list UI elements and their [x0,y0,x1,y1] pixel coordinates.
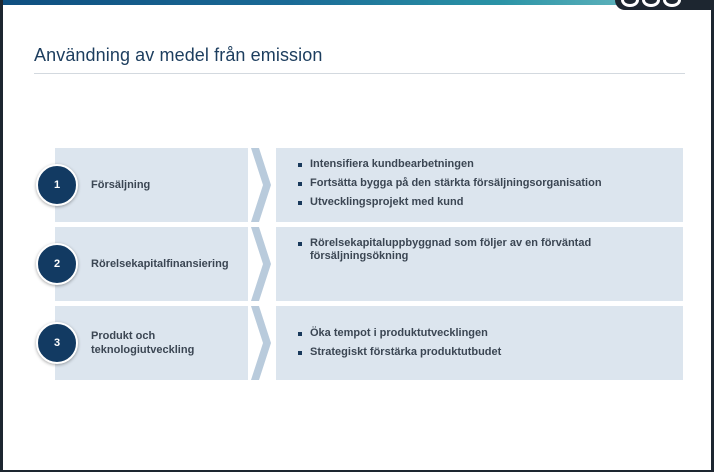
step-number-badge: 2 [36,243,78,285]
step-number-badge: 3 [36,322,78,364]
row-label: Försäljning [91,179,151,191]
bullet-list [298,237,628,269]
bullet-item: Fortsätta bygga på den stärkta försäljningsorganisation [298,177,678,190]
logo-ring-icon [663,0,681,7]
top-accent-bar [3,0,711,5]
bullet-item: Utvecklingsprojekt med kund [298,196,678,209]
logo-ring-icon [642,0,660,7]
row-label: Produkt och teknologiutveckling [91,330,195,356]
title-divider [34,73,685,74]
chevron-right-icon [249,148,271,222]
row-label: Rörelsekapitalfinansiering [91,258,229,270]
row-rorelsekapitalfinansiering [3,227,711,301]
logo-ring-icon [621,0,639,7]
bullet-item: Öka tempot i produktutvecklingen [298,327,678,340]
bullet-list [298,327,678,365]
slide-title: Användning av medel från emission [34,45,323,65]
chevron-right-icon [249,306,271,380]
bullet-item: Rörelsekapitaluppbyggnad som följer av en förväntad försäljningsökning [298,237,628,263]
chevron-right-icon [249,227,271,301]
logo-mark [615,0,711,10]
step-number-badge: 1 [36,164,78,206]
bullet-item: Intensifiera kundbearbetningen [298,158,678,171]
row-forsaljning [3,148,711,222]
bullet-list [298,158,678,215]
row-produkt-teknologiutveckling [3,306,711,380]
presentation-slide [3,0,711,470]
bullet-item: Strategiskt förstärka produktutbudet [298,346,678,359]
